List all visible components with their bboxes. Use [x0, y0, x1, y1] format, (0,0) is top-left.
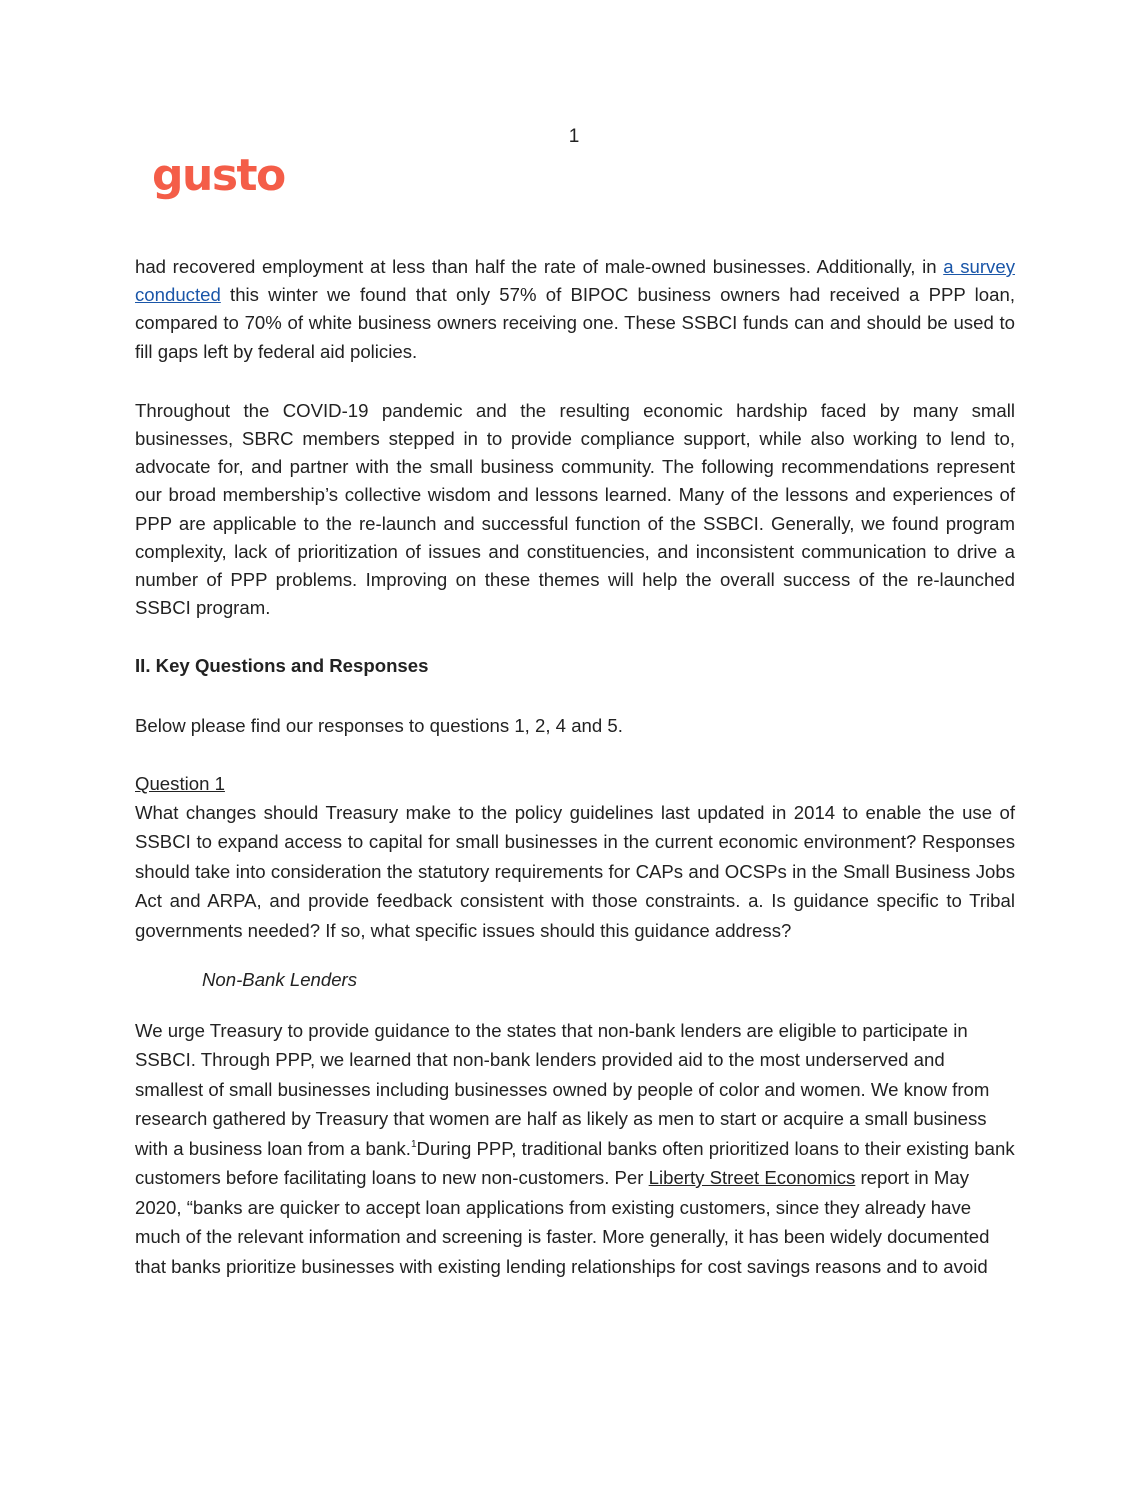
document-body: [135, 253, 1015, 1281]
paragraph-non-bank-text-1: We urge Treasury to provide guidance to the states that non-bank lenders are eligible to participate in SSBCI. Through PPP, we learned that non-bank lenders provided aid to the most underserved and smallest of small businesses including businesses owned by people of color and women. We know from research gathered by Treasury that women are half as likely as men to start or acquire a small business with a business loan from a bank.: [135, 1019, 990, 1159]
paragraph-survey: [135, 253, 1015, 366]
gusto-logo-text: gusto: [152, 150, 285, 201]
subheading-non-bank-lenders: Non-Bank Lenders: [202, 969, 358, 991]
paragraph-non-bank: [135, 1016, 1015, 1282]
footnote-ref-1[interactable]: 1: [410, 1138, 417, 1150]
gusto-logo-wordmark: [152, 150, 292, 212]
intro-paragraph: Below please find our responses to questions 1, 2, 4 and 5.: [135, 714, 623, 736]
paragraph-sbrc: Throughout the COVID-19 pandemic and the resulting economic hardship faced by many small businesses, SBRC members stepped in to provide compliance support, while also working to lend to, advocate for, and partner with the small business community. The following recommendations represent our broad membership’s collective wisdom and lessons learned. Many of the lessons and experiences of PPP are applicable to the re-launch and successful function of the SSBCI. Generally, we found program complexity, lack of prioritization of issues and constituencies, and inconsistent communication to drive a number of PPP problems. Improving on these themes will help the overall success of the re-launched SSBCI program.: [135, 399, 1015, 619]
section-heading: II. Key Questions and Responses: [135, 655, 429, 677]
gusto-logo: [152, 150, 292, 217]
paragraph-survey-text-1: had recovered employment at less than half the rate of male-owned businesses. Additionally, in: [135, 256, 944, 277]
question-1-label: Question 1: [135, 772, 225, 794]
page-number: 1: [568, 126, 580, 147]
paragraph-non-bank-text-2: During PPP, traditional banks often prioritized loans to their existing bank customers before facilitating loans to new non-customers. Per: [135, 1137, 1015, 1189]
paragraph-survey-text-2: this winter we found that only 57% of BIPOC business owners had received a PPP loan, compared to 70% of white business owners receiving one. These SSBCI funds can and should be used to fill gaps left by federal aid policies.: [135, 284, 1015, 362]
survey-link[interactable]: a survey conducted: [135, 256, 1015, 306]
question-1-text: What changes should Treasury make to the policy guidelines last updated in 2014 to enable the use of SSBCI to expand access to capital for small businesses in the current economic environment? Responses should take into consideration the statutory requirements for CAPs and OCSPs in the Small Business Jobs Act and ARPA, and provide feedback consistent with those constraints. a. Is guidance specific to Tribal governments needed? If so, what specific issues should this guidance address?: [135, 801, 1015, 941]
liberty-street-economics-link[interactable]: Liberty Street Economics: [648, 1167, 856, 1189]
paragraph-non-bank-text-3: report in May 2020, “banks are quicker to accept loan applications from existing customers, since they already have much of the relevant information and screening is faster. More generally, it has been widely documented that banks prioritize businesses with existing lending relationships for cost savings reasons and to avoid: [135, 1167, 990, 1277]
